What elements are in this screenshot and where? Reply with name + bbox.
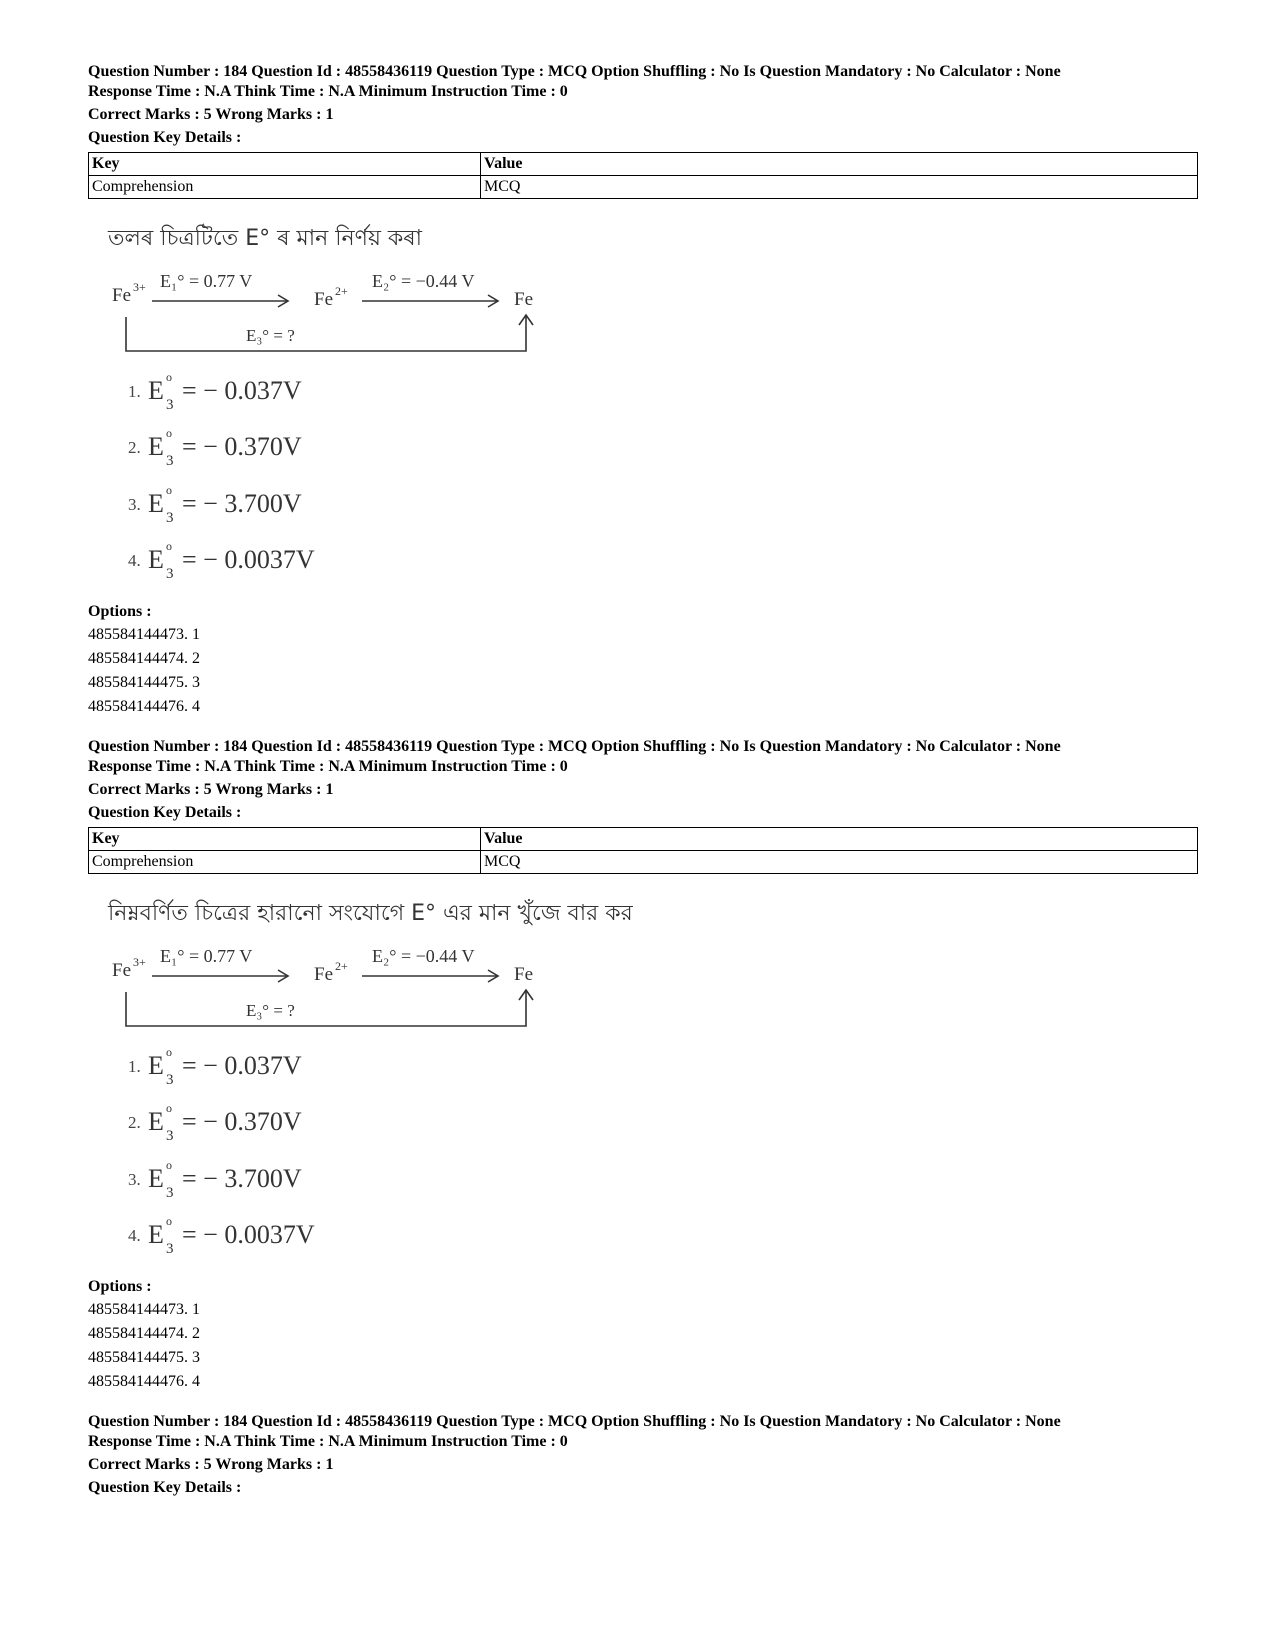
question-marks: Correct Marks : 5 Wrong Marks : 1 [88,1456,334,1473]
choice-3 [128,483,302,526]
choice-symbol: E [148,432,164,461]
choice-number: 3. [128,1170,141,1189]
question-marks: Correct Marks : 5 Wrong Marks : 1 [88,106,334,123]
choice-subscript: 3 [166,1185,174,1201]
table-head-value: Value [481,828,1198,851]
option-row: 485584144473. 1 [88,626,200,643]
bracket-e3 [126,990,526,1026]
question-block-3 [88,1412,1198,1498]
table-row [89,851,1198,874]
choice-value: = − 3.700V [182,489,302,518]
choice-subscript: 3 [166,1128,174,1144]
choice-superscript: o [166,1101,172,1115]
table-head-value: Value [481,153,1198,176]
choice-superscript: o [166,426,172,440]
options-label: Options : [88,603,152,620]
e2-label: E₂° = −0.44 V [372,946,475,966]
table-head-key: Key [89,828,481,851]
choice-number: 3. [128,495,141,514]
species-fe3-charge: 3+ [133,955,146,969]
choice-4 [128,539,315,582]
question-image [88,896,633,1266]
choice-symbol: E [148,489,164,518]
choice-number: 1. [128,1057,141,1076]
choice-1 [128,370,302,413]
species-fe2: Fe [314,289,333,310]
choice-number: 4. [128,1226,141,1245]
choice-value: = − 0.370V [182,1107,302,1136]
choice-symbol: E [148,376,164,405]
choice-subscript: 3 [166,397,174,413]
species-fe2-charge: 2+ [335,959,348,973]
e2-label: E₂° = −0.44 V [372,271,475,291]
choice-value: = − 3.700V [182,1164,302,1193]
question-meta-line2: Response Time : N.A Think Time : N.A Minimum Instruction Time : 0 [88,758,568,775]
choice-number: 2. [128,438,141,457]
choice-4 [128,1214,315,1257]
choice-value: = − 0.037V [182,376,302,405]
choice-value: = − 0.037V [182,1051,302,1080]
question-meta-line1: Question Number : 184 Question Id : 48558436119 Question Type : MCQ Option Shuffling : No Is Question Mandatory : No Calculator : None [88,738,1061,755]
choice-superscript: o [166,483,172,497]
choice-superscript: o [166,1214,172,1228]
table-cell-key: Comprehension [89,176,481,199]
options-label: Options : [88,1278,152,1295]
e3-label: E₃° = ? [246,1001,295,1020]
bracket-e3 [126,315,526,351]
table-header-row [89,153,1198,176]
species-fe3-charge: 3+ [133,280,146,294]
choice-symbol: E [148,1220,164,1249]
species-fe: Fe [514,289,533,310]
choice-superscript: o [166,370,172,384]
question-block-1 [88,62,1198,719]
choice-superscript: o [166,1045,172,1059]
table-cell-value: MCQ [481,851,1198,874]
choice-subscript: 3 [166,1072,174,1088]
key-details-label: Question Key Details : [88,804,242,821]
choice-superscript: o [166,539,172,553]
table-header-row [89,828,1198,851]
question-meta-line2: Response Time : N.A Think Time : N.A Minimum Instruction Time : 0 [88,1433,568,1450]
e3-label: E₃° = ? [246,326,295,345]
key-details-table [88,152,1198,199]
choice-1 [128,1045,302,1088]
question-marks: Correct Marks : 5 Wrong Marks : 1 [88,781,334,798]
option-row: 485584144473. 1 [88,1301,200,1318]
question-text: তলৰ চিত্ৰটিতে E° ৰ মান নিৰ্ণয় কৰা [108,226,423,251]
species-fe3: Fe [112,960,131,981]
choice-2 [128,1101,302,1144]
choice-value: = − 0.0037V [182,1220,315,1249]
choice-3 [128,1158,302,1201]
question-block-2 [88,737,1198,1394]
choice-subscript: 3 [166,566,174,582]
choice-symbol: E [148,545,164,574]
table-cell-value: MCQ [481,176,1198,199]
choice-value: = − 0.0037V [182,545,315,574]
species-fe3: Fe [112,285,131,306]
choice-subscript: 3 [166,1241,174,1257]
key-details-label: Question Key Details : [88,1479,242,1496]
option-row: 485584144475. 3 [88,1349,200,1366]
option-row: 485584144476. 4 [88,698,200,715]
option-row: 485584144475. 3 [88,674,200,691]
choice-number: 2. [128,1113,141,1132]
choice-symbol: E [148,1164,164,1193]
question-meta-line1: Question Number : 184 Question Id : 48558436119 Question Type : MCQ Option Shuffling : No Is Question Mandatory : No Calculator : None [88,63,1061,80]
choice-value: = − 0.370V [182,432,302,461]
e1-label: E₁° = 0.77 V [160,271,253,291]
species-fe2: Fe [314,964,333,985]
table-cell-key: Comprehension [89,851,481,874]
question-image [88,221,568,591]
option-row: 485584144476. 4 [88,1373,200,1390]
choice-number: 1. [128,382,141,401]
option-row: 485584144474. 2 [88,1325,200,1342]
question-meta-line1: Question Number : 184 Question Id : 48558436119 Question Type : MCQ Option Shuffling : No Is Question Mandatory : No Calculator : None [88,1413,1061,1430]
key-details-table [88,827,1198,874]
cell-diagram [88,221,568,591]
choice-number: 4. [128,551,141,570]
question-text: নিম্নবর্ণিত চিত্রের হারানো সংযোগে E° এর মান খুঁজে বার কর [108,901,633,926]
table-head-key: Key [89,153,481,176]
choice-superscript: o [166,1158,172,1172]
cell-diagram [88,896,568,1266]
species-fe: Fe [514,964,533,985]
choice-symbol: E [148,1051,164,1080]
choice-subscript: 3 [166,510,174,526]
species-fe2-charge: 2+ [335,284,348,298]
choice-symbol: E [148,1107,164,1136]
choice-subscript: 3 [166,453,174,469]
question-meta-line2: Response Time : N.A Think Time : N.A Minimum Instruction Time : 0 [88,83,568,100]
e1-label: E₁° = 0.77 V [160,946,253,966]
key-details-label: Question Key Details : [88,129,242,146]
choice-2 [128,426,302,469]
option-row: 485584144474. 2 [88,650,200,667]
table-row [89,176,1198,199]
